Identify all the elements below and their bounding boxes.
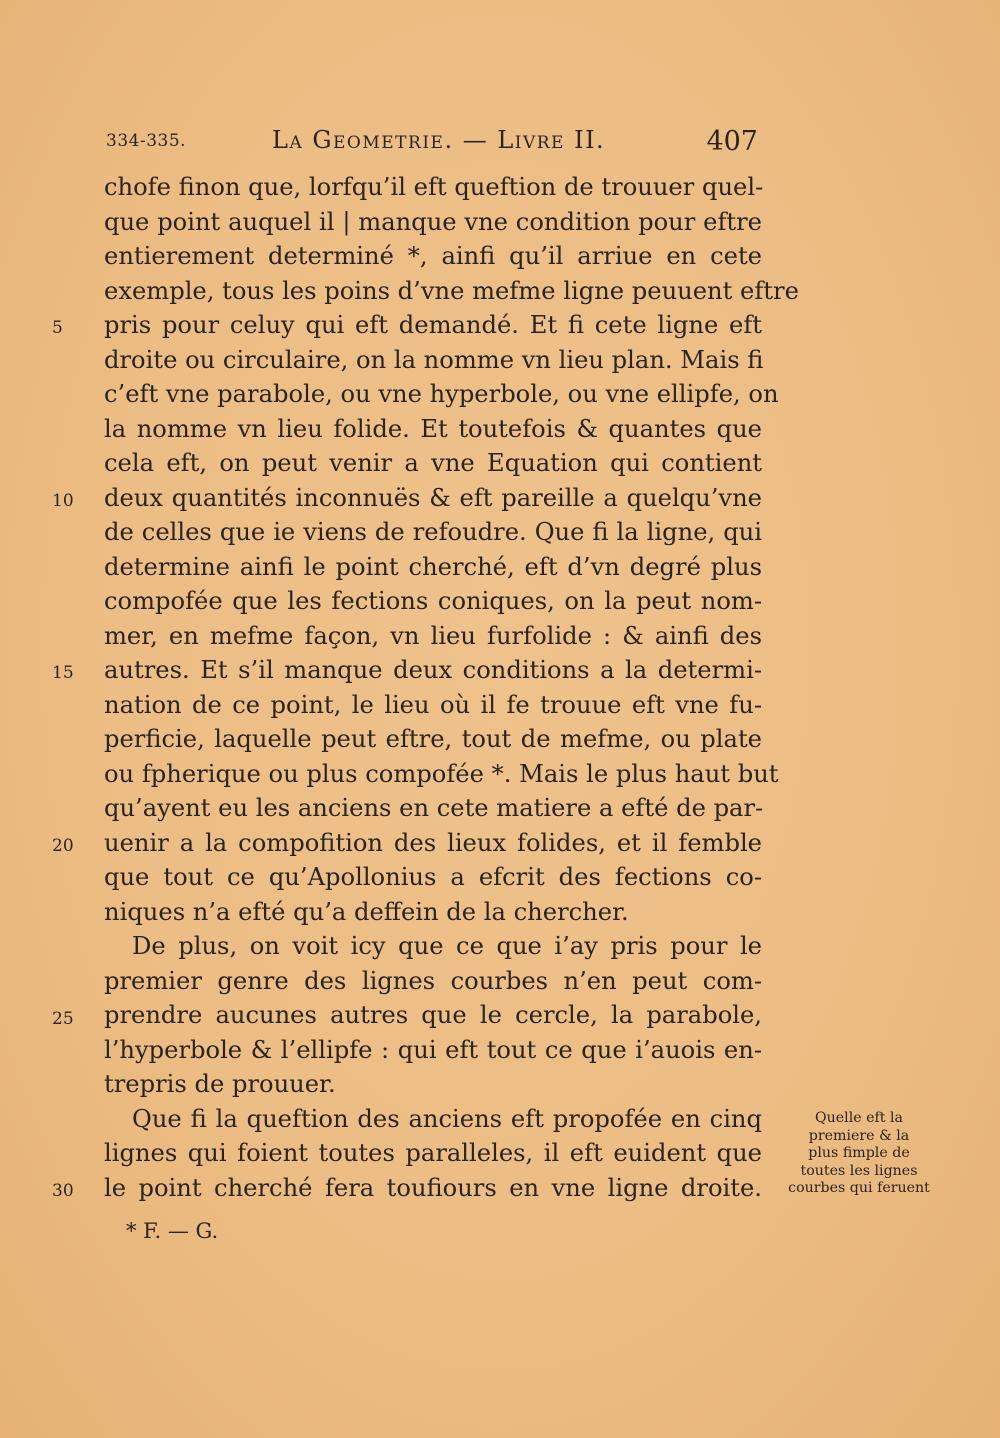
text-line: qu’ayent eu les anciens en cete matiere a efté de par- [104, 794, 764, 822]
line-number: 5 [52, 318, 63, 338]
text-line: la nomme vn lieu folide. Et toutefois & quantes que [104, 414, 762, 443]
text-line: ou fpherique ou plus compofée *. Mais le plus haut but [104, 759, 779, 788]
text-line: Que fi la queftion des anciens eft propofée en cinq [132, 1104, 762, 1133]
marginal-note-line: plus fimple de [808, 1145, 910, 1161]
text-line: exemple, tous les poins d’vne mefme ligne peuuent eftre [104, 276, 799, 305]
marginal-note-line: courbes qui feruent [788, 1180, 930, 1196]
text-line: niques n’a efté qu’a deffein de la chercher. [104, 897, 629, 926]
marginal-note [776, 1110, 942, 1198]
running-header [104, 126, 764, 160]
text-line: compofée que les fections coniques, on la peut nom- [104, 587, 762, 615]
text-line: autres. Et s’il manque deux conditions a la determi- [104, 656, 762, 684]
text-line: que point auquel il | manque vne condition pour eftre [104, 207, 762, 236]
marginal-note-line: premiere & la [808, 1127, 910, 1144]
text-line: c’eft vne parabole, ou vne hyperbole, ou vne ellipfe, on [104, 380, 779, 408]
text-line: deux quantités inconnuës & eft pareille a quelqu’vne [104, 483, 762, 512]
text-line: le point cherché fera toufiours en vne ligne droite. [104, 1173, 762, 1202]
text-line: determine ainfi le point cherché, eft d’vn degré plus [104, 552, 762, 581]
line-number: 20 [52, 836, 74, 856]
text-line: nation de ce point, le lieu où il fe trouue eft vne fu- [104, 690, 762, 719]
text-line: perficie, laquelle peut eftre, tout de mefme, ou plate [104, 725, 762, 753]
header-title: La Geometrie. — Livre II. [272, 126, 606, 154]
text-line: pris pour celuy qui eft demandé. Et fi cete ligne eft [104, 311, 762, 339]
text-line: entierement determiné *, ainfi qu’il arriue en cete [104, 242, 762, 270]
line-number: 30 [52, 1181, 74, 1201]
footnote: * F. — G. [126, 1219, 219, 1243]
text-line: cela eft, on peut venir a vne Equation qui contient [104, 449, 762, 477]
header-page-range: 334-335. [106, 131, 187, 151]
text-line: premier genre des lignes courbes n’en peut com- [104, 966, 762, 995]
line-number: 10 [52, 491, 74, 511]
marginal-note-line: toutes les lignes [800, 1162, 918, 1179]
line-number: 25 [52, 1009, 74, 1029]
text-line: uenir a la compofition des lieux folides, et il femble [104, 828, 762, 857]
text-line: lignes qui foient toutes paralleles, il eft euident que [104, 1139, 762, 1167]
text-line: de celles que ie viens de refoudre. Que fi la ligne, qui [104, 518, 762, 546]
line-number: 15 [52, 663, 74, 683]
text-line: trepris de prouuer. [104, 1070, 336, 1098]
marginal-note-line: Quelle eft la [815, 1110, 903, 1126]
text-line: chofe finon que, lorfqu’il eft queftion de trouuer quel- [104, 173, 764, 201]
body-text [104, 170, 799, 1205]
text-line: que tout ce qu’Apollonius a efcrit des fections co- [104, 863, 762, 891]
text-line: De plus, on voit icy que ce que i’ay pris pour le [132, 932, 762, 960]
page-number: 407 [706, 126, 758, 157]
text-line: prendre aucunes autres que le cercle, la parabole, [104, 1001, 762, 1029]
text-line: l’hyperbole & l’ellipfe : qui eft tout ce que i’auois en- [104, 1035, 762, 1064]
text-line: droite ou circulaire, on la nomme vn lieu plan. Mais fi [104, 345, 764, 374]
text-line: mer, en mefme façon, vn lieu furfolide : & ainfi des [104, 621, 762, 650]
